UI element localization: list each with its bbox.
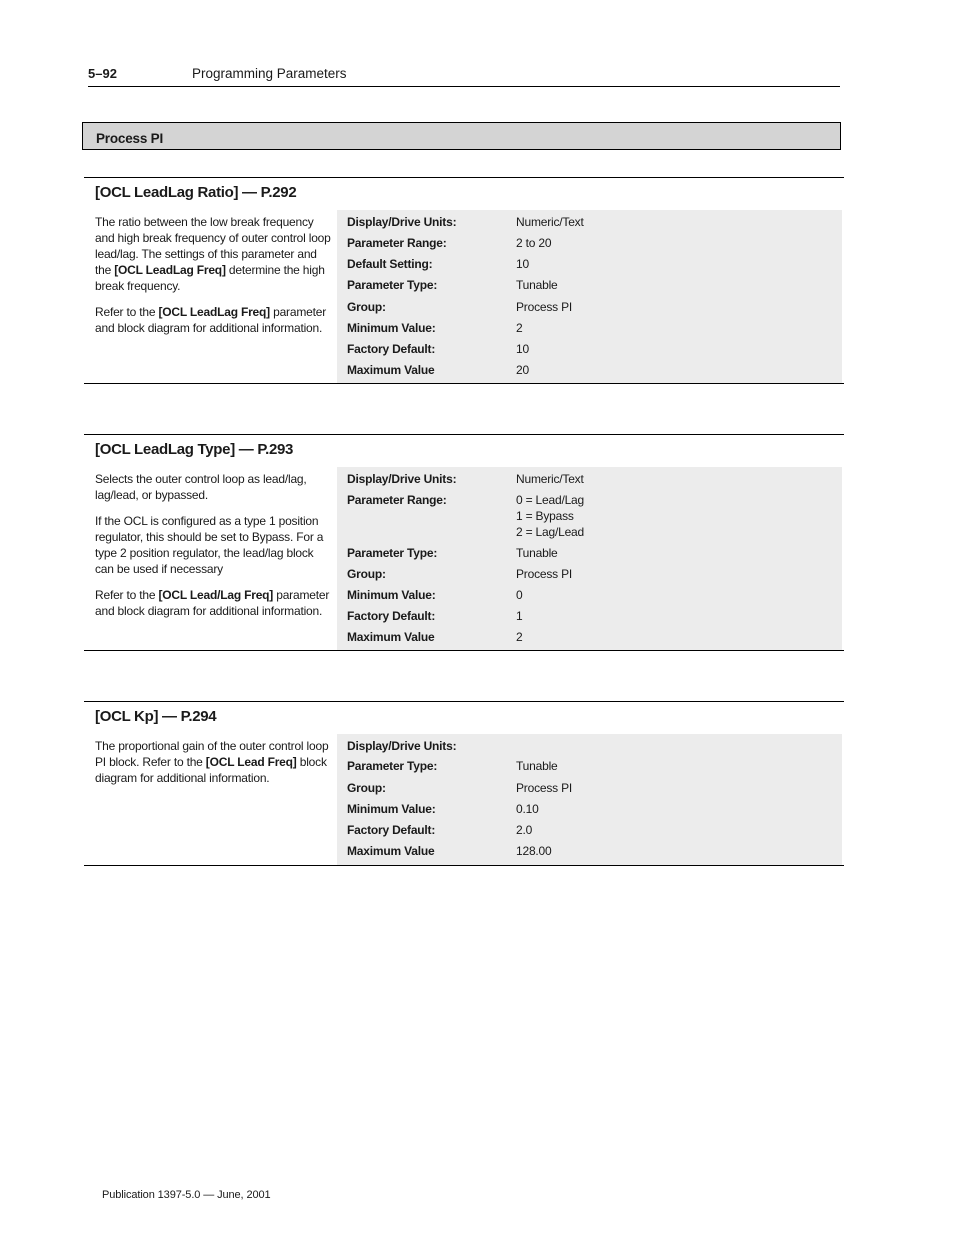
param-description <box>95 471 331 629</box>
param-attributes: Display/Drive Units: Numeric/Text Parameter Range: 2 to 20 Default Setting: 10 Parameter Type: Tunable Group: Process PI Minimum Value: 2 Factory Default: 10 Maximum Value 20 <box>337 210 842 383</box>
desc-paragraph: If the OCL is configured as a type 1 position regulator, this should be set to Bypass. For a type 2 position regulator, the lead/lag block can be used if necessary <box>95 514 324 576</box>
param-description <box>95 738 331 796</box>
desc-paragraph: Refer to the [OCL LeadLag Freq] parameter and block diagram for additional information. <box>95 305 326 335</box>
desc-paragraph: Refer to the [OCL Lead/Lag Freq] parameter and block diagram for additional information. <box>95 588 330 618</box>
section-header <box>82 122 841 150</box>
param-attributes: Display/Drive Units: Parameter Type: Tunable Group: Process PI Minimum Value: 0.10 Factory Default: 2.0 Maximum Value 128.00 <box>337 734 842 865</box>
param-title: [OCL LeadLag Type] — P.293 <box>95 441 294 458</box>
section-title: Process PI <box>96 131 164 146</box>
param-attributes: Display/Drive Units: Numeric/Text Parameter Range: 0 = Lead/Lag 1 = Bypass 2 = Lag/Lead Parameter Type: Tunable Group: Process PI Minimum Value: 0 Factory Default: 1 Maximum Value 2 <box>337 467 842 650</box>
param-title: [OCL LeadLag Ratio] — P.292 <box>95 184 297 201</box>
page-header <box>88 64 840 87</box>
param-block-p294 <box>84 701 844 866</box>
desc-paragraph: Selects the outer control loop as lead/lag, lag/lead, or bypassed. <box>95 472 307 502</box>
param-title: [OCL Kp] — P.294 <box>95 708 217 725</box>
publication-footer: Publication 1397-5.0 — June, 2001 <box>102 1189 271 1201</box>
desc-paragraph: The ratio between the low break frequency and high break frequency of outer control loop lead/lag. The settings of this parameter and the [OCL LeadLag Freq] determine the high break frequency. <box>95 215 331 293</box>
param-block-p293 <box>84 434 844 651</box>
param-description <box>95 214 331 346</box>
page-title: Programming Parameters <box>192 66 347 81</box>
page-number: 5–92 <box>88 66 117 81</box>
param-block-p292 <box>84 177 844 384</box>
desc-paragraph: The proportional gain of the outer control loop PI block. Refer to the [OCL Lead Freq] block diagram for additional information. <box>95 739 329 785</box>
